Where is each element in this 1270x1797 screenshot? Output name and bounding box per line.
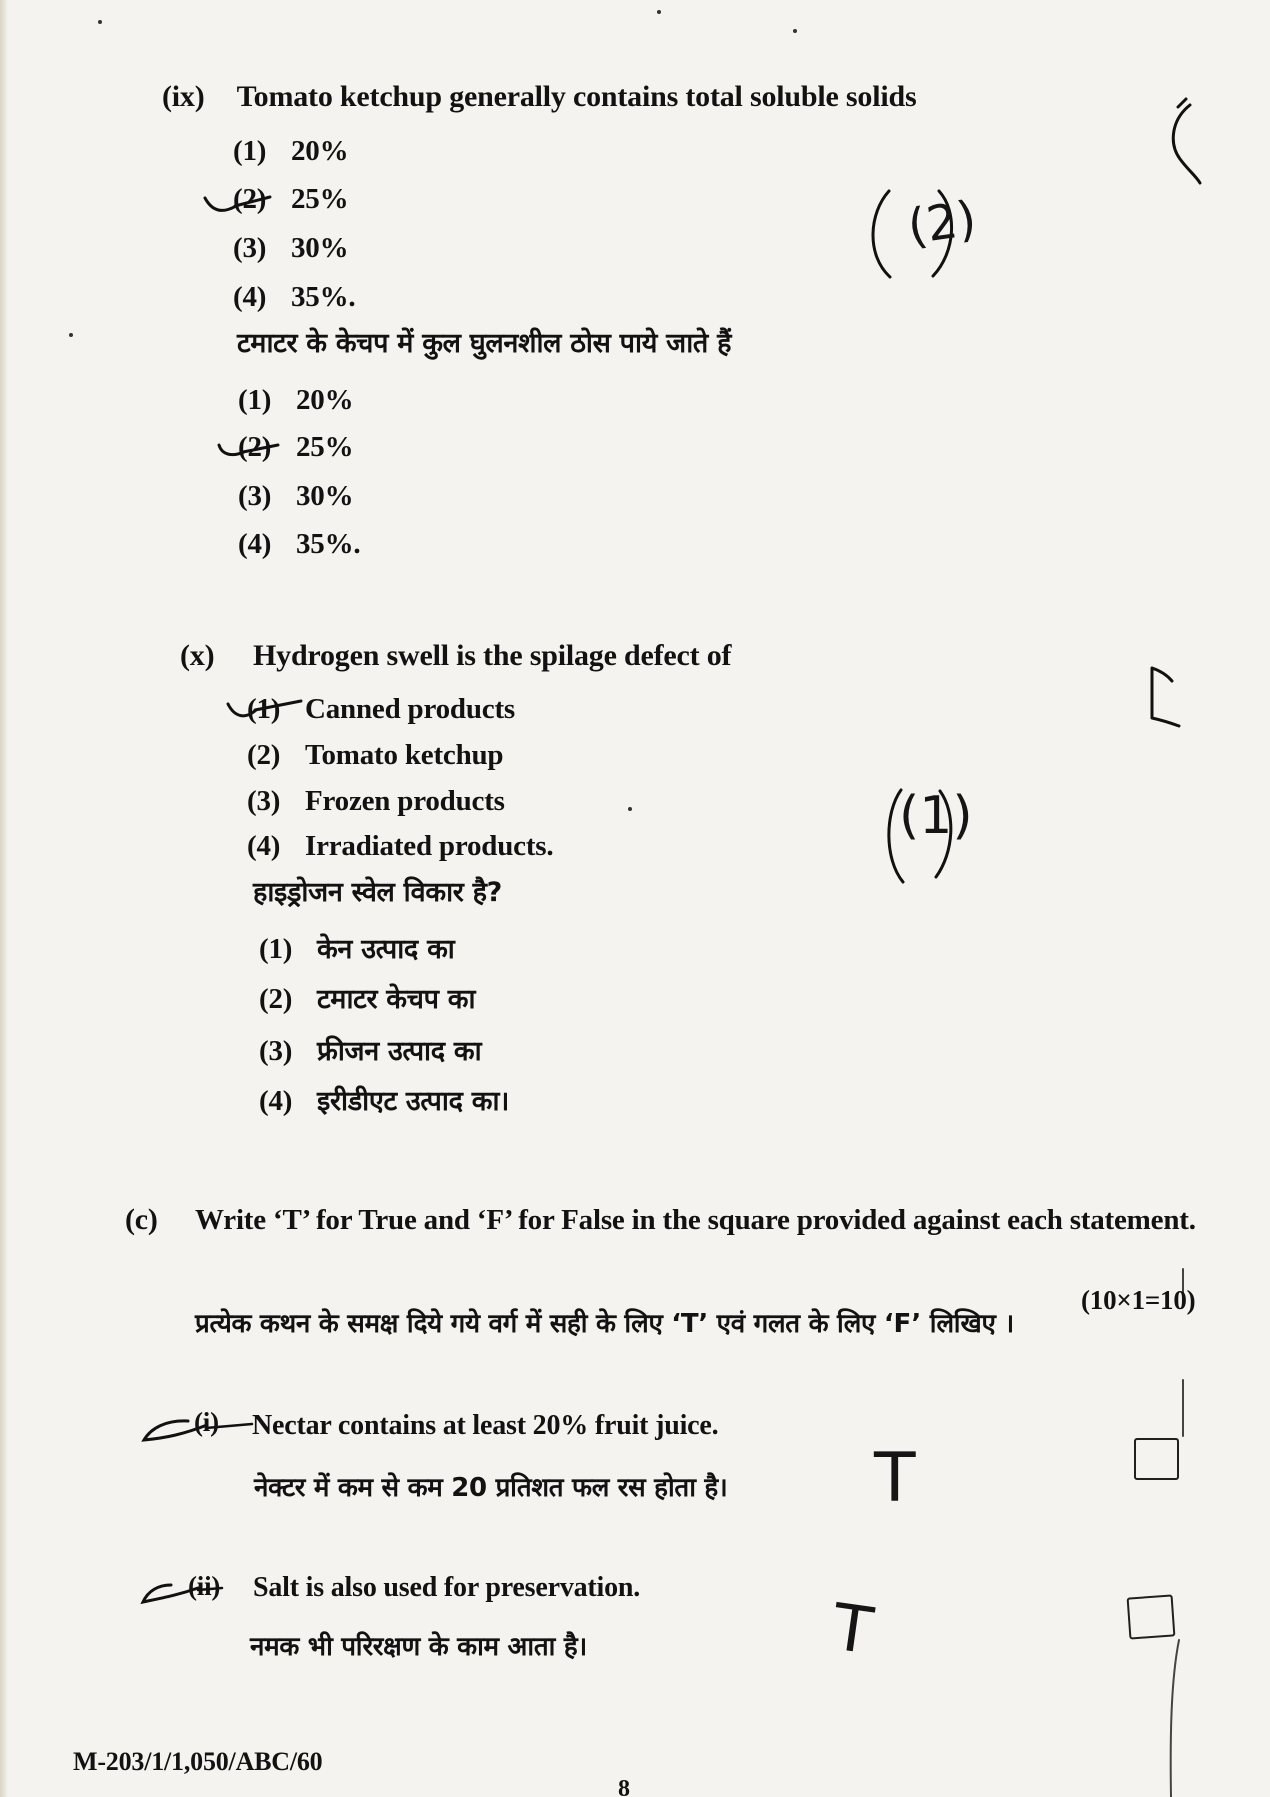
- statement-i-handwritten-answer: T: [874, 1439, 916, 1518]
- statement-ii-text: Salt is also used for preservation.: [253, 1572, 641, 1603]
- handwritten-answer-ix: (2): [904, 190, 980, 256]
- section-c-marker: (c): [125, 1203, 158, 1236]
- question-ix-hindi-text: टमाटर के केचप में कुल घुलनशील ठोस पाये जाते हैं: [237, 328, 732, 359]
- question-ix-marker: (ix): [162, 80, 205, 113]
- statement-ii-hindi: नमक भी परिरक्षण के काम आता है।: [250, 1632, 587, 1662]
- statement-ii-answer-box[interactable]: [1127, 1594, 1176, 1639]
- question-ix-hindi-option-1: (1) 20%: [238, 384, 354, 416]
- question-ix-hindi-option-4: (4) 35%.: [238, 528, 361, 560]
- question-ix-hindi-option-2: (2) 25%: [238, 431, 354, 463]
- statement-i-hindi: नेक्टर में कम से कम 20 प्रतिशत फल रस होता है।: [254, 1473, 728, 1503]
- question-x-hindi-option-1: (1) केन उत्पाद का: [259, 933, 455, 965]
- question-x-option-4: (4) Irradiated products.: [247, 830, 554, 862]
- question-x: [180, 641, 731, 671]
- question-x-hindi-option-2: (2) टमाटर केचप का: [259, 983, 476, 1015]
- section-c-instruction: Write ‘T’ for True and ‘F’ for False in the square provided against each statement.: [195, 1204, 1196, 1236]
- question-x-text: Hydrogen swell is the spilage defect of: [253, 639, 732, 672]
- question-x-marker: (x): [180, 639, 215, 672]
- section-c-hindi-instruction: प्रत्येक कथन के समक्ष दिये गये वर्ग में सही के लिए ‘T’ एवं गलत के लिए ‘F’ लिखिए ।: [195, 1309, 1014, 1339]
- question-x-option-3: (3) Frozen products: [247, 785, 505, 817]
- statement-i-marker: (i): [194, 1407, 219, 1437]
- page-number: 8: [618, 1776, 630, 1797]
- statement-ii-handwritten-answer: T: [828, 1590, 878, 1670]
- question-x-option-2: (2) Tomato ketchup: [247, 739, 504, 771]
- question-x-hindi-option-3: (3) फ्रीजन उत्पाद का: [259, 1035, 482, 1067]
- question-ix-text: Tomato ketchup generally contains total soluble solids: [236, 80, 917, 113]
- question-ix-option-3: (3) 30%: [233, 232, 349, 264]
- statement-i-text: Nectar contains at least 20% fruit juice.: [252, 1410, 719, 1441]
- question-x-hindi-option-4: (4) इरीडीएट उत्पाद का।: [259, 1085, 510, 1117]
- statement-i-answer-box[interactable]: [1134, 1438, 1179, 1480]
- section-c-marks: (10×1=10): [1081, 1285, 1196, 1315]
- question-ix-hindi-option-3: (3) 30%: [238, 480, 354, 512]
- question-x-option-1: (1) Canned products: [247, 693, 515, 725]
- statement-ii-marker: (ii): [188, 1571, 221, 1601]
- paper-code: M-203/1/1,050/ABC/60: [73, 1747, 323, 1776]
- question-ix-option-4: (4) 35%.: [233, 281, 356, 313]
- question-ix-option-1: (1) 20%: [233, 135, 349, 167]
- handwritten-answer-x: (1): [899, 786, 973, 846]
- question-x-hindi-text: हाइड्रोजन स्वेल विकार है?: [253, 877, 503, 908]
- question-ix-option-2: (2) 25%: [233, 183, 349, 215]
